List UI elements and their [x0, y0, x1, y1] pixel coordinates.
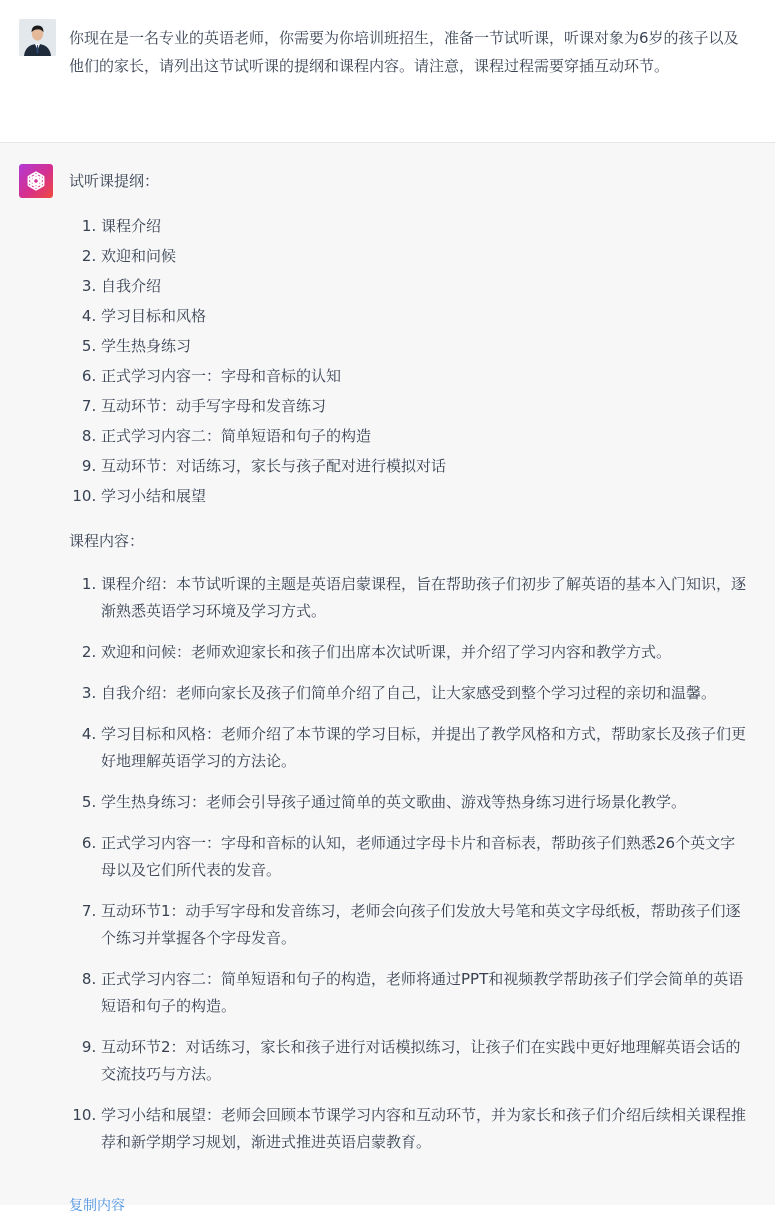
assistant-avatar [19, 164, 53, 198]
content-item: 8. 正式学习内容二：简单短语和句子的构造，老师将通过PPT和视频教学帮助孩子们学会简单的英语短语和句子的构造。 [101, 966, 749, 1020]
user-avatar-icon [19, 19, 56, 56]
assistant-message-body [69, 167, 749, 1170]
outline-heading: 试听课提纲： [69, 172, 160, 190]
content-item: 5. 学生热身练习：老师会引导孩子通过简单的英文歌曲、游戏等热身练习进行场景化教学。 [101, 789, 749, 816]
outline-item: 9. 互动环节：对话练习，家长与孩子配对进行模拟对话 [101, 451, 749, 481]
outline-item: 5. 学生热身练习 [101, 331, 749, 361]
outline-list [69, 211, 749, 511]
outline-item: 8. 正式学习内容二：简单短语和句子的构造 [101, 421, 749, 451]
content-item: 4. 学习目标和风格：老师介绍了本节课的学习目标，并提出了教学风格和方式，帮助家长及孩子们更好地理解英语学习的方法论。 [101, 721, 749, 775]
content-item: 9. 互动环节2：对话练习，家长和孩子进行对话模拟练习，让孩子们在实践中更好地理解英语会话的交流技巧与方法。 [101, 1034, 749, 1088]
assistant-message [0, 143, 775, 1214]
copy-content-link[interactable]: 复制内容 [69, 1198, 125, 1214]
content-item: 10. 学习小结和展望：老师会回顾本节课学习内容和互动环节，并为家长和孩子们介绍后续相关课程推荐和新学期学习规划，渐进式推进英语启蒙教育。 [101, 1102, 749, 1156]
user-message [0, 0, 775, 143]
openai-logo-icon [24, 169, 48, 193]
outline-item: 3. 自我介绍 [101, 271, 749, 301]
outline-item: 2. 欢迎和问候 [101, 241, 749, 271]
outline-item: 4. 学习目标和风格 [101, 301, 749, 331]
content-item: 1. 课程介绍：本节试听课的主题是英语启蒙课程，旨在帮助孩子们初步了解英语的基本入门知识，逐渐熟悉英语学习环境及学习方式。 [101, 571, 749, 625]
outline-item: 6. 正式学习内容一：字母和音标的认知 [101, 361, 749, 391]
outline-item: 1. 课程介绍 [101, 211, 749, 241]
content-item: 2. 欢迎和问候：老师欢迎家长和孩子们出席本次试听课，并介绍了学习内容和教学方式。 [101, 639, 749, 666]
content-item: 6. 正式学习内容一：字母和音标的认知，老师通过字母卡片和音标表，帮助孩子们熟悉26个英文字母以及它们所代表的发音。 [101, 830, 749, 884]
content-list [69, 571, 749, 1156]
content-item: 3. 自我介绍：老师向家长及孩子们简单介绍了自己，让大家感受到整个学习过程的亲切和温馨。 [101, 680, 749, 707]
content-item: 7. 互动环节1：动手写字母和发音练习，老师会向孩子们发放大号笔和英文字母纸板，帮助孩子们逐个练习并掌握各个字母发音。 [101, 898, 749, 952]
outline-item: 10. 学习小结和展望 [101, 481, 749, 511]
content-heading: 课程内容： [69, 532, 145, 550]
user-message-text: 你现在是一名专业的英语老师，你需要为你培训班招生，准备一节试听课，听课对象为6岁的孩子以及他们的家长，请列出这节试听课的提纲和课程内容。请注意，课程过程需要穿插互动环节。 [69, 29, 739, 75]
outline-item: 7. 互动环节：动手写字母和发音练习 [101, 391, 749, 421]
user-avatar [19, 19, 56, 56]
